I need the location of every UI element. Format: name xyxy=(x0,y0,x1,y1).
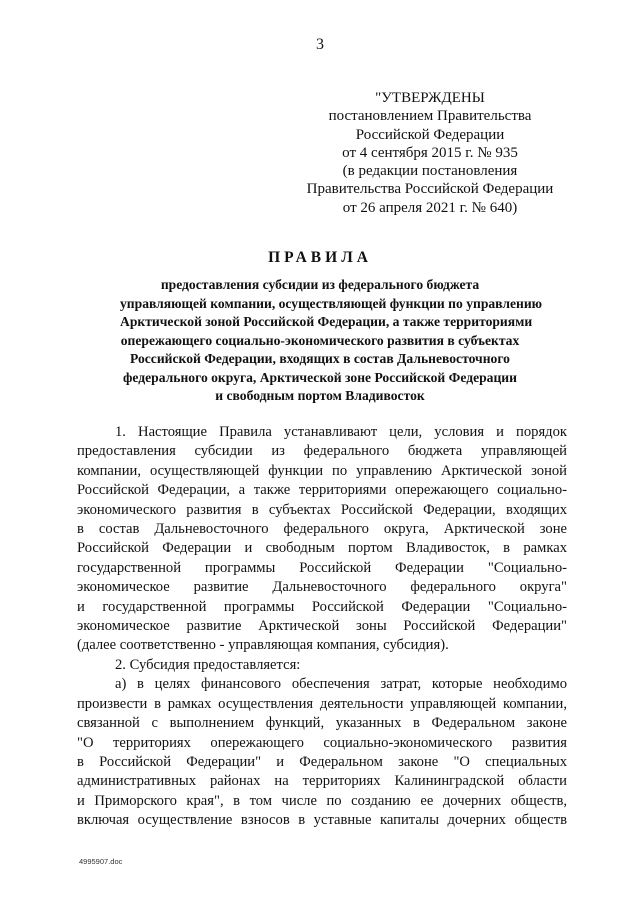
body-line: Российской Федерации, а также территориями опережающего социально- xyxy=(77,482,567,499)
subtitle-line: опережающего социально-экономического развития в субъектах xyxy=(120,332,520,348)
approval-line: постановлением Правительства xyxy=(328,108,532,125)
body-text xyxy=(77,423,567,831)
document-subtitle xyxy=(120,276,543,406)
body-line: в Российской Федерации" и Федеральном законе "О специальных xyxy=(77,753,567,770)
body-line: экономическое развитие Дальневосточного федерального округа" xyxy=(77,579,567,596)
subtitle-line: управляющей компании, осуществляющей функции по управлению xyxy=(120,295,543,311)
body-line: и Приморского края", в том числе по созданию ее дочерних обществ, xyxy=(77,792,567,809)
subtitle-line: федерального округа, Арктической зоне Российской Федерации xyxy=(123,369,517,385)
body-line: Российской Федерации и свободным портом Владивосток, в рамках xyxy=(77,540,567,557)
body-line: 1. Настоящие Правила устанавливают цели, условия и порядок xyxy=(115,424,567,440)
body-line: а) в целях финансового обеспечения затрат, которые необходимо xyxy=(115,676,567,693)
body-line: "О территориях опережающего социально-экономического развития xyxy=(77,734,567,751)
body-line: экономического развития в субъектах Российской Федерации, входящих xyxy=(77,501,567,518)
body-line: предоставления субсидии из федерального бюджета управляющей xyxy=(77,443,567,460)
body-line: компании, осуществляющей функции по управлению Арктической зоной xyxy=(77,462,567,479)
body-line: экономическое развитие Арктической зоны Российской Федерации" xyxy=(77,618,567,635)
file-reference: 4995907.doc xyxy=(79,857,123,866)
body-line: (далее соответственно - управляющая компания, субсидия). xyxy=(77,637,449,654)
subtitle-line: Российской Федерации, входящих в состав Дальневосточного xyxy=(130,351,510,366)
subtitle-line: предоставления субсидии из федерального бюджета xyxy=(160,277,480,292)
body-line: включая осуществление взносов в уставные капиталы дочерних обществ xyxy=(77,812,567,829)
approval-stamp xyxy=(300,89,560,217)
subtitle-line: и свободным портом Владивосток xyxy=(215,388,425,403)
subtitle-line: Арктической зоной Российской Федерации, а также территориями xyxy=(120,314,533,329)
approval-line: Российской Федерации xyxy=(355,126,505,143)
approval-line: от 26 апреля 2021 г. № 640) xyxy=(342,199,518,216)
body-line: государственной программы Российской Федерации "Социально- xyxy=(77,559,567,576)
body-line: в состав Дальневосточного федерального округа, Арктической зоне xyxy=(77,521,567,538)
approval-line: (в редакции постановления xyxy=(342,163,518,180)
approval-line: "УТВЕРЖДЕНЫ xyxy=(375,90,485,106)
body-line: произвести в рамках осуществления деятельности управляющей компании, xyxy=(77,695,567,712)
approval-line: от 4 сентября 2015 г. № 935 xyxy=(342,144,518,161)
body-line: связанной с выполнением функций, указанных в Федеральном законе xyxy=(77,715,567,732)
body-line: 2. Субсидия предоставляется: xyxy=(115,656,301,673)
document-title: ПРАВИЛА xyxy=(268,249,372,266)
approval-line: Правительства Российской Федерации xyxy=(306,181,554,198)
body-line: административных районах на территориях Калининградской области xyxy=(77,773,567,790)
body-line: и государственной программы Российской Федерации "Социально- xyxy=(77,598,567,615)
page-number: 3 xyxy=(316,36,324,53)
